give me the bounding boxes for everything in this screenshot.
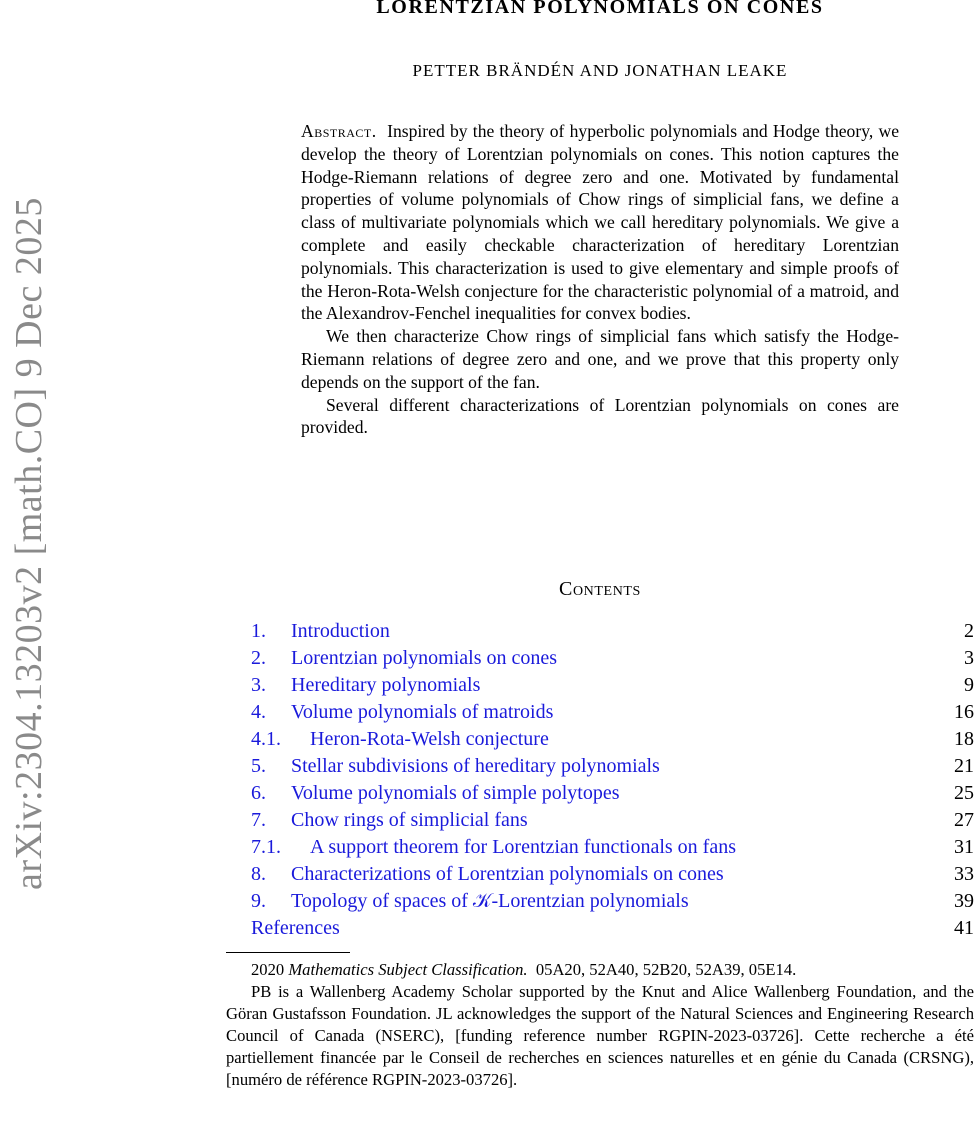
- toc-link-volume-polynomials-of-matroids[interactable]: 4. Volume polynomials of matroids: [251, 701, 554, 723]
- abstract-heading: Abstract.: [301, 121, 377, 141]
- toc-link-characterizations[interactable]: 8. Characterizations of Lorentzian polynomials on cones: [251, 863, 724, 885]
- arxiv-identifier-stamp: [8, 135, 50, 890]
- toc-entry: [251, 645, 974, 672]
- toc-entry: [251, 780, 974, 807]
- toc-entry: [251, 807, 974, 834]
- toc-link-topology-of-spaces[interactable]: 9. Topology of spaces of 𝒦-Lorentzian polynomials: [251, 890, 689, 912]
- toc-link-references[interactable]: References: [251, 917, 340, 939]
- toc-entry: [251, 834, 974, 861]
- toc-page-number: 16: [954, 701, 974, 723]
- toc-page-number: 18: [954, 728, 974, 750]
- abstract-text-1: Inspired by the theory of hyperbolic polynomials and Hodge theory, we develop the theory of Lorentzian polynomials on cones. This notion captures the Hodge-Riemann relations of degree zero and one. Motivated by fundamental properties of volume polynomials of Chow rings of simplicial fans, we define a class of multivariate polynomials which we call hereditary polynomials. We give a complete and easily checkable characterization of hereditary Lorentzian polynomials. This characterization is used to give elementary and simple proofs of the Heron-Rota-Welsh conjecture for the characteristic polynomial of a matroid, and the Alexandrov-Fenchel inequalities for convex bodies.: [301, 121, 900, 324]
- footnotes: [226, 959, 974, 1091]
- abstract-paragraph-1: [301, 120, 899, 325]
- toc-link-stellar-subdivisions[interactable]: 5. Stellar subdivisions of hereditary polynomials: [251, 755, 660, 777]
- toc-page-number: 33: [954, 863, 974, 885]
- toc-entry: [251, 861, 974, 888]
- toc-link-heron-rota-welsh-conjecture[interactable]: 4.1. Heron-Rota-Welsh conjecture: [251, 728, 549, 750]
- toc-page-number: 3: [964, 647, 974, 669]
- toc-page-number: 39: [954, 890, 974, 912]
- toc-page-number: 41: [954, 917, 974, 939]
- toc-page-number: 27: [954, 809, 974, 831]
- toc-link-lorentzian-polynomials-on-cones[interactable]: 2. Lorentzian polynomials on cones: [251, 647, 558, 669]
- toc-page-number: 2: [964, 620, 974, 642]
- abstract-paragraph-3: Several different characterizations of Lorentzian polynomials on cones are provided.: [301, 394, 899, 438]
- toc-link-chow-rings-of-simplicial-fans[interactable]: 7. Chow rings of simplicial fans: [251, 809, 528, 831]
- toc-entry: [251, 888, 974, 915]
- toc-entry: [251, 618, 974, 645]
- abstract: [301, 120, 899, 439]
- toc-entry: [251, 915, 974, 942]
- toc-link-support-theorem[interactable]: 7.1. A support theorem for Lorentzian functionals on fans: [251, 836, 736, 858]
- paper-title: LORENTZIAN POLYNOMIALS ON CONES: [376, 0, 824, 18]
- toc-page-number: 21: [954, 755, 974, 777]
- toc-entry: [251, 699, 974, 726]
- toc-entry: [251, 726, 974, 753]
- toc-page-number: 9: [964, 674, 974, 696]
- toc-page-number: 25: [954, 782, 974, 804]
- arxiv-identifier-text: arXiv:2304.13203v2 [math.CO] 9 Dec 2025: [8, 197, 50, 890]
- toc-page-number: 31: [954, 836, 974, 858]
- abstract-paragraph-2: We then characterize Chow rings of simplicial fans which satisfy the Hodge-Riemann relations of degree zero and one, and we prove that this property only depends on the support of the fan.: [301, 326, 899, 392]
- toc-entry: [251, 672, 974, 699]
- toc-link-hereditary-polynomials[interactable]: 3. Hereditary polynomials: [251, 674, 481, 696]
- toc-link-volume-polynomials-of-simple-polytopes[interactable]: 6. Volume polynomials of simple polytopes: [251, 782, 620, 804]
- paper-authors: PETTER BRÄNDÉN AND JONATHAN LEAKE: [412, 61, 788, 80]
- funding-footnote: PB is a Wallenberg Academy Scholar supported by the Knut and Alice Wallenberg Foundation, and the Göran Gustafsson Foundation. JL acknowledges the support of the Natural Sciences and Engineering Research Council of Canada (NSERC), [funding reference number RGPIN-2023-03726]. Cette recherche a été partiellement financée par le Conseil de recherches en sciences naturelles et en génie du Canada (CRSNG), [numéro de référence RGPIN-2023-03726].: [226, 982, 974, 1089]
- toc-link-introduction[interactable]: 1. Introduction: [251, 620, 390, 642]
- contents-heading: Contents: [559, 578, 641, 600]
- msc-footnote: 2020 Mathematics Subject Classification. 05A20, 52A40, 52B20, 52A39, 05E14.: [251, 960, 797, 979]
- toc-entry: [251, 753, 974, 780]
- footnote-rule: [226, 952, 350, 953]
- table-of-contents: [251, 618, 974, 942]
